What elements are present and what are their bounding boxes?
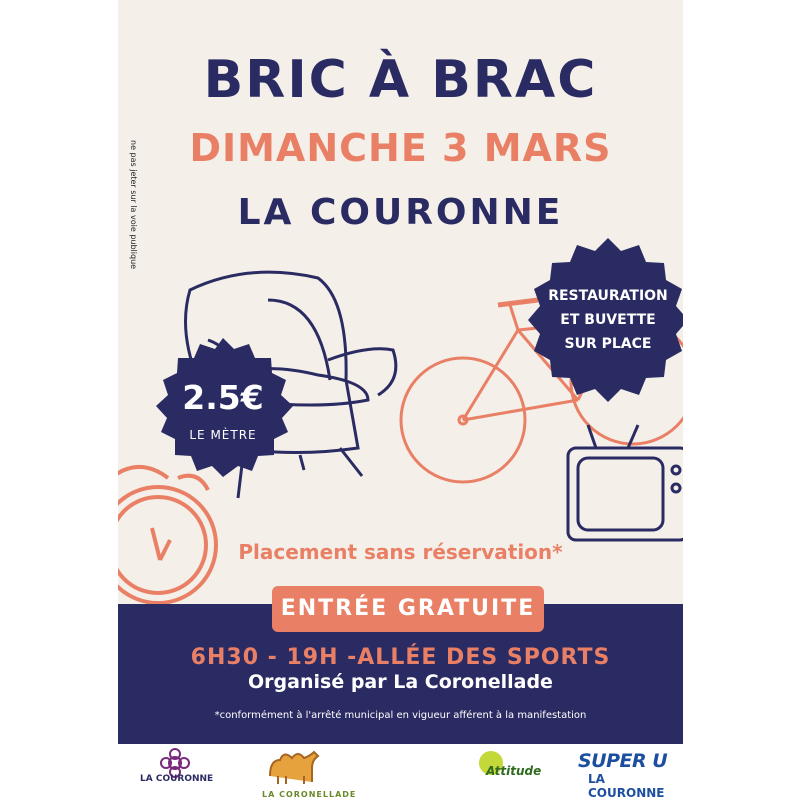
placement-note: Placement sans réservation* (238, 540, 563, 564)
resto-line-1: RESTAURATION (548, 288, 668, 304)
logo-la-couronne: LA COURONNE (140, 774, 214, 784)
price-value: 2.5€ (182, 378, 264, 417)
logo-attitude: Attitude (486, 764, 542, 778)
resto-badge-text (528, 284, 683, 356)
sponsor-logos (118, 744, 683, 800)
logo-coronellade: LA CORONELLADE (262, 790, 357, 799)
footnote: *conformément à l'arrêté municipal en vigueur afférent à la manifestation (214, 710, 587, 721)
side-note-text: ne pas jeter sur la voie publique (129, 140, 138, 270)
camel-logo-icon (264, 746, 320, 786)
resto-line-2: ET BUVETTE (560, 312, 656, 328)
event-poster (118, 0, 683, 800)
alarm-clock-icon (118, 467, 216, 603)
free-entry-label: ENTRÉE GRATUITE (272, 586, 544, 632)
event-town: LA COURONNE (237, 192, 564, 233)
side-note (126, 140, 140, 270)
logo-super-u-town: LA COURONNE (588, 772, 665, 800)
event-hours-location: 6H30 - 19H -ALLÉE DES SPORTS (190, 645, 611, 670)
price-unit: LE MÈTRE (189, 428, 257, 442)
organizer: Organisé par La Coronellade (248, 671, 553, 693)
resto-line-3: SUR PLACE (564, 336, 652, 352)
logo-super-u: SUPER U (578, 750, 668, 772)
event-title: BRIC À BRAC (203, 50, 598, 110)
event-date: DIMANCHE 3 MARS (189, 126, 612, 170)
